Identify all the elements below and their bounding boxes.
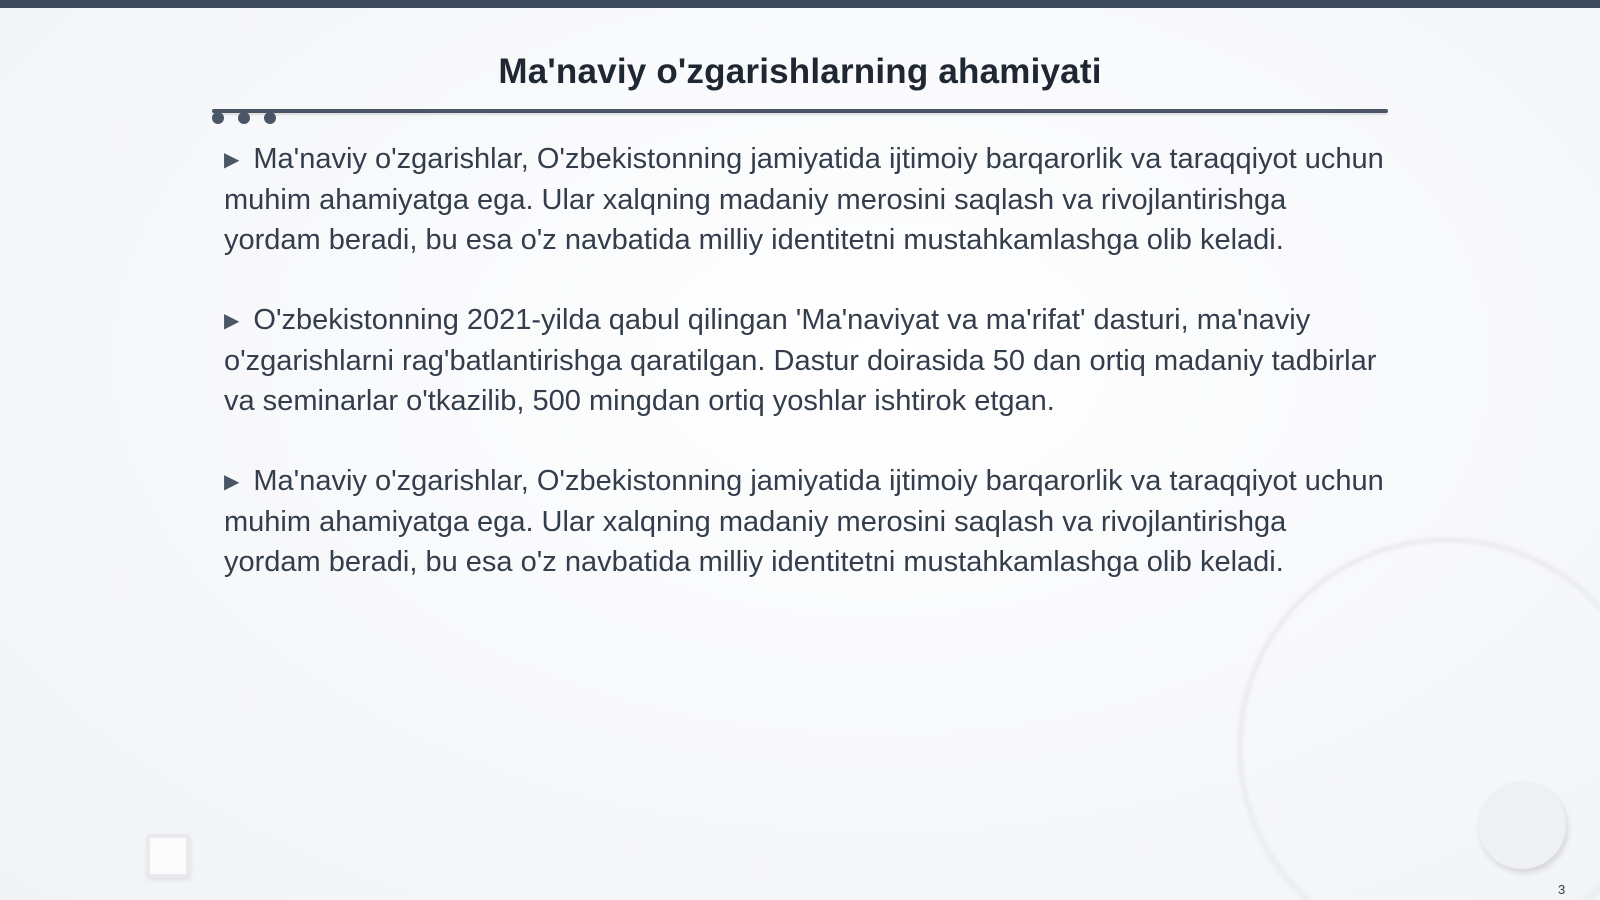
slide-title: Ma'naviy o'zgarishlarning ahamiyati — [498, 52, 1102, 91]
bullet-item — [224, 300, 1384, 421]
page-number: 3 — [1558, 882, 1566, 897]
decorative-dot — [212, 112, 224, 124]
decorative-circle — [1478, 781, 1566, 869]
triangle-right-icon: ▶ — [224, 471, 240, 493]
bullet-list — [224, 139, 1384, 622]
title-underline — [212, 109, 1388, 113]
bullet-item — [224, 139, 1384, 260]
top-accent-bar — [0, 0, 1600, 8]
bullet-item — [224, 461, 1384, 582]
decorative-dot — [238, 112, 250, 124]
bullet-text: O'zbekistonning 2021-yilda qabul qilingan 'Ma'naviyat va ma'rifat' dasturi, ma'naviy o'zgarishlarni rag'batlantirishga qaratilgan. Dastur doirasida 50 dan ortiq madaniy tadbirlar va seminarlar o'tkazilib, 500 mingdan ortiq yoshlar ishtirok etgan. — [224, 304, 1377, 417]
triangle-right-icon: ▶ — [224, 310, 240, 332]
decorative-dot — [264, 112, 276, 124]
decorative-square — [146, 834, 190, 878]
triangle-right-icon: ▶ — [224, 149, 240, 171]
bullet-text: Ma'naviy o'zgarishlar, O'zbekistonning jamiyatida ijtimoiy barqarorlik va taraqqiyot uchun muhim ahamiyatga ega. Ular xalqning madaniy merosini saqlash va rivojlantirishga yordam beradi, bu esa o'z navbatida milliy identitetni mustahkamlashga olib keladi. — [224, 465, 1384, 578]
bullet-text: Ma'naviy o'zgarishlar, O'zbekistonning jamiyatida ijtimoiy barqarorlik va taraqqiyot uchun muhim ahamiyatga ega. Ular xalqning madaniy merosini saqlash va rivojlantirishga yordam beradi, bu esa o'z navbatida milliy identitetni mustahkamlashga olib keladi. — [224, 143, 1384, 256]
